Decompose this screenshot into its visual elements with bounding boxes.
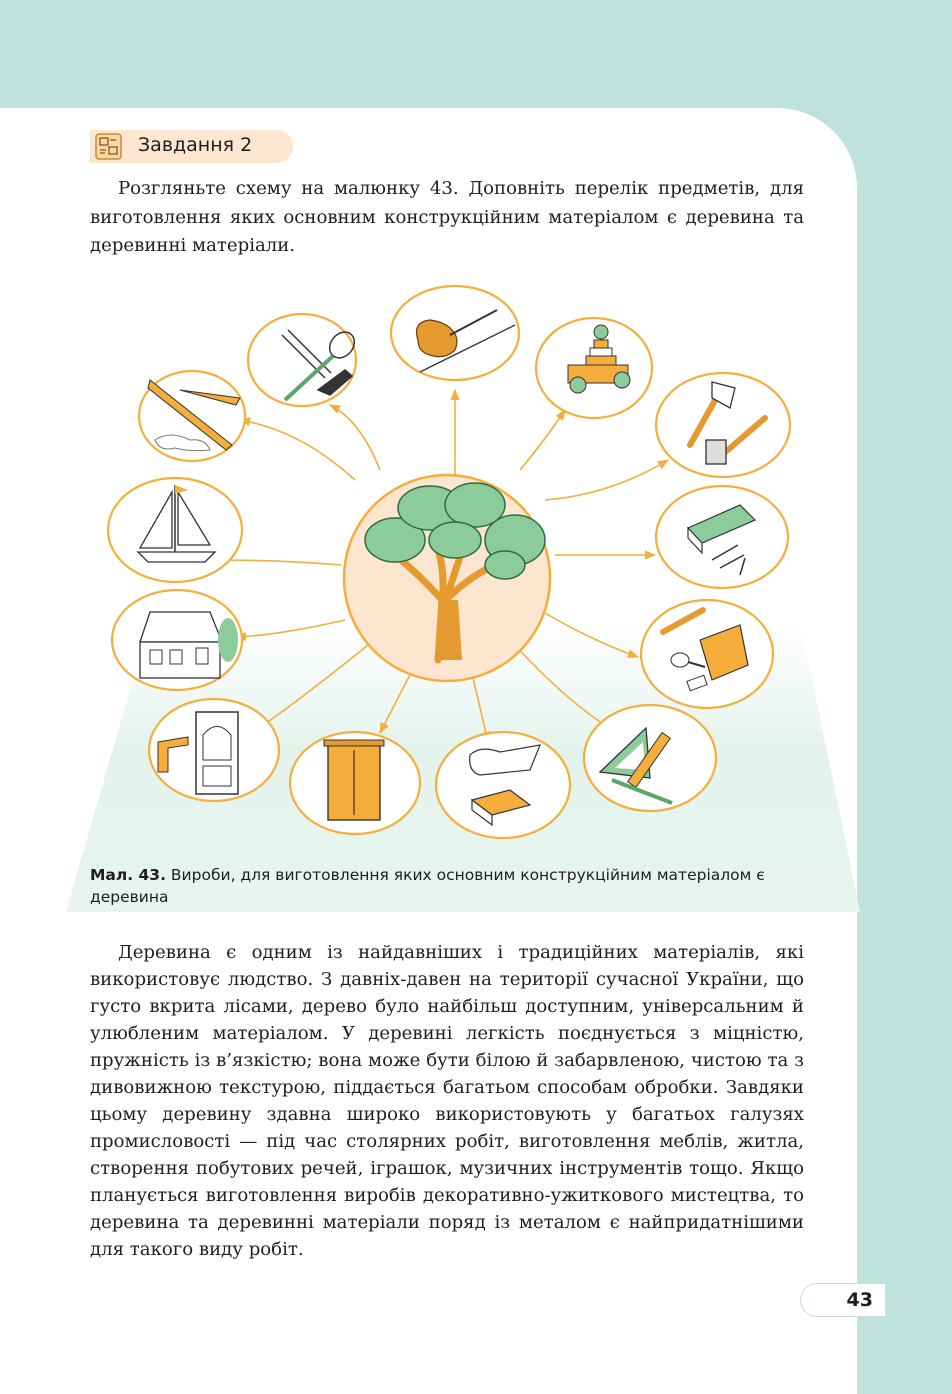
page-number — [800, 1283, 885, 1317]
figure-caption — [90, 864, 810, 908]
caption-label: Мал. 43. — [90, 866, 166, 884]
task-title: Завдання 2 — [138, 134, 253, 156]
task-icon — [95, 133, 122, 160]
wardrobe-icon — [324, 740, 384, 820]
matches-circle — [656, 486, 788, 588]
caption-text: Вироби, для виготовлення яких основним конструкційним матеріалом є деревина — [90, 866, 765, 906]
page-number-label: 43 — [846, 1289, 873, 1311]
figure-43 — [0, 260, 952, 930]
task-text: Розгляньте схему на малюнку 43. Доповніть перелік предметів, для виготовлення яких основним конструкційним матеріалом є деревина та деревинні матеріали. — [90, 178, 804, 256]
tree-circle — [344, 475, 550, 681]
body-text: Деревина є одним із найдавніших і традиційних матеріалів, які використовує людство. З давніх-давен на території сучасної України, що густо вкрита лісами, дерево було найбільш доступним, універсальним й улюбленим матеріалом. У деревині легкість поєднується з міцністю, пружність із в’язкістю; вона може бути білою й забарвленою, чистою та з дивовижною текстурою, піддається багатьом способам обробки. Завдяки цьому деревину здавна широко використовують у багатьох галузях промисловості — під час столярних робіт, виготовлення меблів, житла, створення побутових речей, іграшок, музичних інструментів тощо. Якщо планується виготовлення виробів декоративно-ужиткового мистецтва, то деревина та деревинні матеріали поряд із металом є найпридатнішими для такого виду робіт. — [90, 942, 804, 1260]
books-circle — [436, 732, 570, 838]
sport-circle — [248, 314, 356, 406]
